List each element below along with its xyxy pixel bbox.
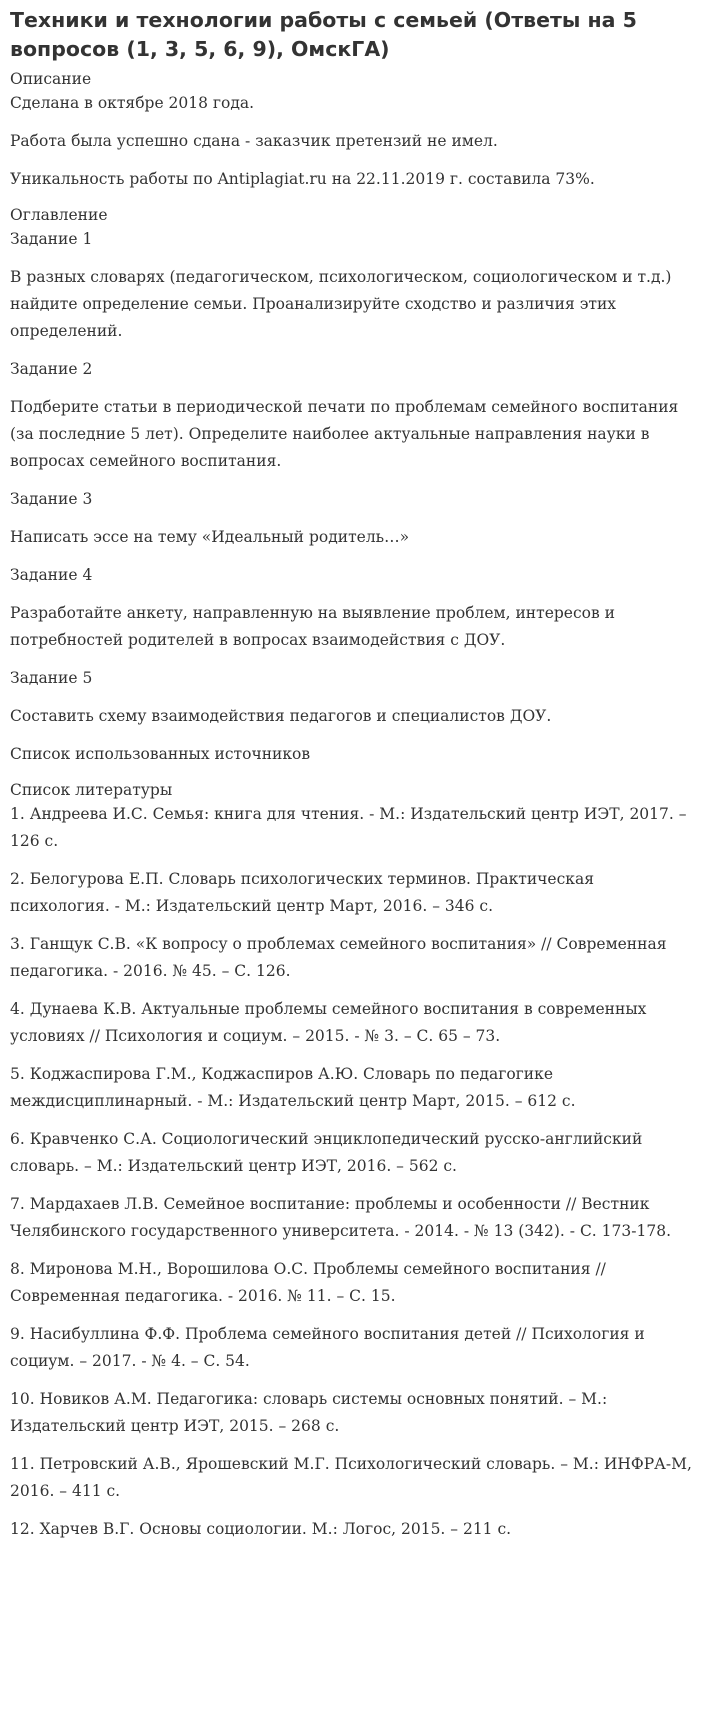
page-title: Техники и технологии работы с семьей (Ответы на 5 вопросов (1, 3, 5, 6, 9), ОмскГА) bbox=[10, 8, 637, 61]
literature-item: 11. Петровский А.В., Ярошевский М.Г. Психологический словарь. – М.: ИНФРА-М, 2016. – 411 с. bbox=[10, 1455, 692, 1500]
contents-heading: Оглавление bbox=[10, 206, 108, 224]
literature-item: 8. Миронова М.Н., Ворошилова О.С. Проблемы семейного воспитания // Современная педагогика. - 2016. № 11. – С. 15. bbox=[10, 1260, 606, 1305]
literature-item: 9. Насибуллина Ф.Ф. Проблема семейного воспитания детей // Психология и социум. – 2017. - № 4. – С. 54. bbox=[10, 1325, 645, 1370]
task-text: Написать эссе на тему «Идеальный родитель…» bbox=[10, 528, 410, 546]
task-title: Задание 2 bbox=[10, 360, 93, 378]
literature-item: 10. Новиков А.М. Педагогика: словарь системы основных понятий. – М.: Издательский центр ИЭТ, 2015. – 268 с. bbox=[10, 1390, 608, 1435]
literature-item: 5. Коджаспирова Г.М., Коджаспиров А.Ю. Словарь по педагогике междисциплинарный. - М.: Издательский центр Март, 2015. – 612 с. bbox=[10, 1065, 576, 1110]
task-title: Задание 4 bbox=[10, 566, 93, 584]
task-title: Задание 3 bbox=[10, 490, 93, 508]
literature-item: 2. Белогурова Е.П. Словарь психологических терминов. Практическая психология. - М.: Издательский центр Март, 2016. – 346 с. bbox=[10, 870, 594, 915]
literature-item: 1. Андреева И.С. Семья: книга для чтения. - М.: Издательский центр ИЭТ, 2017. – 126 с. bbox=[10, 805, 687, 850]
literature-heading: Список литературы bbox=[10, 781, 173, 799]
task-title: Задание 5 bbox=[10, 669, 93, 687]
description-date: Сделана в октябре 2018 года. bbox=[10, 94, 255, 112]
literature-item: 4. Дунаева К.В. Актуальные проблемы семейного воспитания в современных условиях // Психология и социум. – 2015. - № 3. – С. 65 – 73. bbox=[10, 1000, 647, 1045]
task-text: Разработайте анкету, направленную на выявление проблем, интересов и потребностей родителей в вопросах взаимодействия с ДОУ. bbox=[10, 604, 615, 649]
task-text: В разных словарях (педагогическом, психологическом, социологическом и т.д.) найдите определение семьи. Проанализируйте сходство и различия этих определений. bbox=[10, 268, 672, 340]
sources-heading: Список использованных источников bbox=[10, 745, 311, 763]
task-text: Составить схему взаимодействия педагогов и специалистов ДОУ. bbox=[10, 707, 552, 725]
literature-item: 12. Харчев В.Г. Основы социологии. М.: Логос, 2015. – 211 с. bbox=[10, 1520, 512, 1538]
literature-item: 3. Ганщук С.В. «К вопросу о проблемах семейного воспитания» // Современная педагогика. - 2016. № 45. – С. 126. bbox=[10, 935, 667, 980]
description-heading: Описание bbox=[10, 70, 92, 88]
description-uniqueness: Уникальность работы по Antiplagiat.ru на 22.11.2019 г. составила 73%. bbox=[10, 170, 595, 188]
task-text: Подберите статьи в периодической печати по проблемам семейного воспитания (за последние 5 лет). Определите наиболее актуальные направления науки в вопросах семейного воспитания. bbox=[10, 398, 679, 470]
literature-item: 7. Мардахаев Л.В. Семейное воспитание: проблемы и особенности // Вестник Челябинского государственного университета. - 2014. - № 13 (342). - С. 173-178. bbox=[10, 1195, 671, 1240]
literature-item: 6. Кравченко С.А. Социологический энциклопедический русско-английский словарь. – М.: Издательский центр ИЭТ, 2016. – 562 с. bbox=[10, 1130, 643, 1175]
description-status: Работа была успешно сдана - заказчик претензий не имел. bbox=[10, 132, 498, 150]
task-title: Задание 1 bbox=[10, 230, 93, 248]
